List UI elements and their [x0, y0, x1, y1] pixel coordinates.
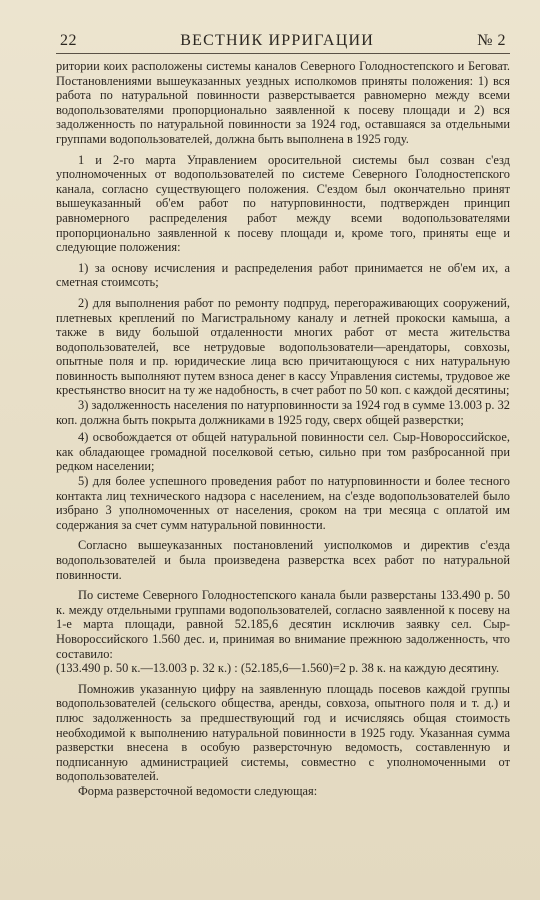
- formula-line: (133.490 р. 50 к.—13.003 р. 32 к.) : (52.185,6—1.560)=2 р. 38 к. на каждую десятину.: [56, 661, 500, 676]
- provision-5: 5) для более успешного проведения работ по натурповинности и более тесного контакта лиц технического надзора с населением, на с'езде водопользователей было избрано 3 уполномоченных от населения, сроком на три месяца с оплатой им содержания за счет сумм натуральной повинности.: [56, 474, 510, 532]
- paragraph-multiplication: Помножив указанную цифру на заявленную площадь посевов каждой группы водопользователей (сельского общества, аренды, совхоза, опытного поля и т. д.) и плюс задолженность за предшествующий год и исчисляясь общая стоимость необходимой к выполнению натуральной повинности в 1925 году. Указанная сумма разверстки внесена в особую разверсточную ведомость, составленную и подписанную администрацией системы, совместно с уполномоченными от водопользователей.: [56, 681, 510, 784]
- paragraph-continuation: ритории коих расположены системы каналов Северного Голодностепского и Беговат. Постановлениями вышеуказанных уездных исполкомов приняты положения: 1) вся работа по натуральной повинности разверстывается равномерно между всеми водопользователями пропорционально заявленной к посеву площади и 2) вся задолженность по натуральной повинности за 1924 год, оставшаяся за отдельными группами водопользователей, должна быть выполнена в 1925 году.: [56, 59, 510, 146]
- paragraph-congress: 1 и 2-го марта Управлением оросительной системы был созван с'езд уполномоченных от водопользователей по системе Северного Голодностепского канала, согласно существующего положения. С'ездом был окончательно принят вышеуказанный об'ем работ по натурповинности, подтвержден принцип равномерного распределения работ между всеми водопользователями пропорционально заявленной к посеву площади и, кроме того, приняты еще и следующие положения:: [56, 152, 510, 255]
- paragraph-distribution: Согласно вышеуказанных постановлений уисполкомов и директив с'езда водопользователей и была произведена разверстка всех работ по натуральной повинности.: [56, 538, 510, 582]
- journal-title: ВЕСТНИК ИРРИГАЦИИ: [180, 32, 374, 49]
- paragraph-calculation: По системе Северного Голодностепского канала были разверстаны 133.490 р. 50 к. между отдельными группами водопользователей, согласно заявленной к посеву на 1-е марта площади, равной 52.185,6 десятин исключив заявку сел. Сыр-Новороссийского 1.560 дес. и, принимая во внимание прежнюю задолженность, что составило:: [56, 588, 510, 661]
- provision-3: 3) задолженность населения по натурповинности за 1924 год в сумме 13.003 р. 32 коп. должна быть покрыта должниками в 1925 году, сверх общей разверстки;: [56, 398, 510, 427]
- issue-number: № 2: [477, 32, 506, 49]
- paragraph-form-intro: Форма разверсточной ведомости следующая:: [78, 783, 318, 798]
- provision-2: 2) для выполнения работ по ремонту подпруд, перегораживающих сооружений, плетневых креплений по Магистральному каналу и летней прокоски камыша, а также в виду большой отдаленности многих работ от места жительства водопользователей, все нетрудовые водопользователи—арендаторы, совхозы, опытные поля и пр. юридические лица всю причитающуюся с них натуральную повинность выполняют путем взноса денег в кассу Управления системы, трудовое же крестьянство вносит на ту же надобность, в счет работ по 50 коп. с каждой десятины;: [56, 295, 510, 398]
- provision-4: 4) освобождается от общей натуральной повинности сел. Сыр-Новороссийское, как обладающее громадной поселковой сетью, сильно при том разбросанной при редком населении;: [56, 430, 510, 474]
- provision-1: 1) за основу исчисления и распределения работ принимается не об'ем их, а сметная стоимсоть;: [56, 260, 510, 290]
- page-number: 22: [60, 32, 77, 49]
- article-body: [56, 59, 510, 799]
- page-header: [56, 32, 510, 54]
